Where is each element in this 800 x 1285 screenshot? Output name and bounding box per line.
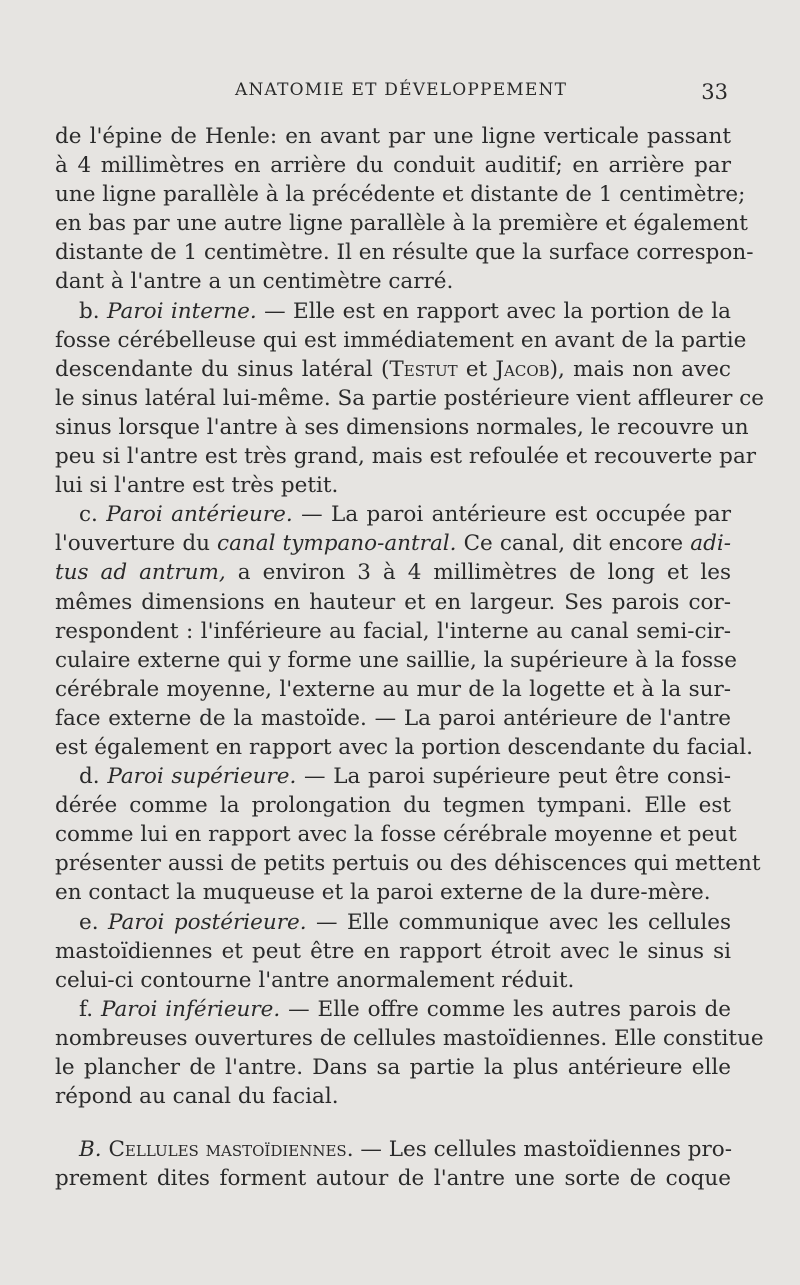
text-span: — La paroi antérieure est occupée par [292,502,731,528]
text-line: mêmes dimensions en hauteur et en largeur. Ses parois cor- [55,589,731,615]
paragraph-paroi-interne [55,297,764,501]
text-line: cérébrale moyenne, l'externe au mur de la logette et à la sur- [55,676,731,702]
section-heading: Cellules mastoïdiennes. [101,1137,354,1163]
paragraph-paroi-superieure [55,762,761,907]
page-number: 33 [701,80,728,104]
text-span: Ce canal, dit encore [456,531,691,557]
paragraph-cellules-mastoidiennes [55,1135,731,1193]
paragraph-paroi-posterieure [55,908,731,995]
section-heading: Paroi inférieure. [100,996,281,1022]
list-marker: d. [79,764,108,790]
text-line [55,995,731,1024]
text-line: prement dites forment autour de l'antre une sorte de coque [55,1166,731,1192]
text-line [55,1135,731,1164]
text-line: comme lui en rapport avec la fosse cérébrale moyenne et peut [55,822,737,848]
section-heading: Paroi postérieure. [108,909,307,935]
text-line: le plancher de l'antre. Dans sa partie la plus antérieure elle [55,1055,731,1080]
text-line: répond au canal du facial. [55,1084,339,1110]
body-text [55,122,764,1193]
text-line [55,558,731,587]
text-span: — La paroi supérieure peut être consi- [296,764,731,790]
paragraph-paroi-inferieure [55,995,764,1111]
text-line: en bas par une autre ligne parallèle à la première et également [55,211,748,237]
text-line: dant à l'antre a un centimètre carré. [55,269,454,295]
text-line: de l'épine de Henle: en avant par une ligne verticale passant [55,124,731,149]
text-line: culaire externe qui y forme une saillie, la supérieure à la fosse [55,647,737,673]
text-line: lui si l'antre est très petit. [55,473,339,499]
text-line: est également en rapport avec la portion descendante du facial. [55,734,753,760]
page-header [0,80,800,110]
text-line [55,355,731,384]
running-title: ANATOMIE ET DÉVELOPPEMENT [235,80,568,100]
text-line [55,908,731,937]
text-line: sinus lorsque l'antre à ses dimensions normales, le recouvre un [55,414,749,440]
list-marker: f. [79,996,101,1022]
text-line: mastoïdiennes et peut être en rapport étroit avec le sinus si [55,938,731,964]
text-span: — Elle est en rapport avec la portion de la [256,298,731,324]
section-letter: B. [79,1137,102,1163]
paragraph-limits [55,122,754,297]
text-line: à 4 millimètres en arrière du conduit auditif; en arrière par [55,153,731,179]
text-line [55,297,731,326]
text-span: l'ouverture du [55,531,218,557]
text-span: et [457,356,496,382]
text-line: celui-ci contourne l'antre anormalement réduit. [55,967,575,993]
text-span: — Elle offre comme les autres parois de [280,996,731,1022]
text-line: face externe de la mastoïde. — La paroi antérieure de l'antre [55,705,731,731]
text-line: peu si l'antre est très grand, mais est refoulée et recouverte par [55,444,757,470]
text-line: le sinus latéral lui-même. Sa partie postérieure vient affleurer ce [55,385,764,411]
text-line: nombreuses ouvertures de cellules mastoïdiennes. Elle constitue [55,1025,764,1051]
section-heading: Paroi interne. [107,298,257,324]
list-marker: b. [79,298,108,324]
text-line: présenter aussi de petits pertuis ou des déhiscences qui mettent [55,851,761,877]
text-line [55,529,731,558]
text-span: — Elle communique avec les cellules [306,909,731,935]
text-span: descendante du sinus latéral ( [55,356,390,382]
text-line: une ligne parallèle à la précédente et distante de 1 centimètre; [55,182,746,208]
text-line: en contact la muqueuse et la paroi externe de la dure-mère. [55,880,711,906]
section-heading: Paroi antérieure. [106,502,293,528]
list-marker: e. [79,909,109,935]
text-line [55,500,731,529]
italic-term: adi- [690,531,732,557]
italic-term: canal tympano-antral. [217,531,457,557]
paragraph-paroi-anterieure [55,500,753,762]
text-span: ), mais non avec [549,356,731,382]
text-span: — Les cellules mastoïdiennes pro- [353,1137,733,1163]
italic-term: tus ad antrum, [55,560,226,586]
author-name: Testut [389,356,458,382]
text-line [55,762,731,791]
text-line: fosse cérébelleuse qui est immédiatement en avant de la partie [55,327,747,353]
section-heading: Paroi supérieure. [107,764,297,790]
author-name: Jacob [495,356,550,382]
text-span: a environ 3 à 4 millimètres de long et les [225,560,732,586]
text-line: distante de 1 centimètre. Il en résulte que la surface correspon- [55,240,754,266]
list-marker: c. [79,502,107,528]
section-gap [55,1111,731,1135]
text-line: respondent : l'inférieure au facial, l'interne au canal semi-cir- [55,618,731,644]
text-line: dérée comme la prolongation du tegmen tympani. Elle est [55,793,731,819]
